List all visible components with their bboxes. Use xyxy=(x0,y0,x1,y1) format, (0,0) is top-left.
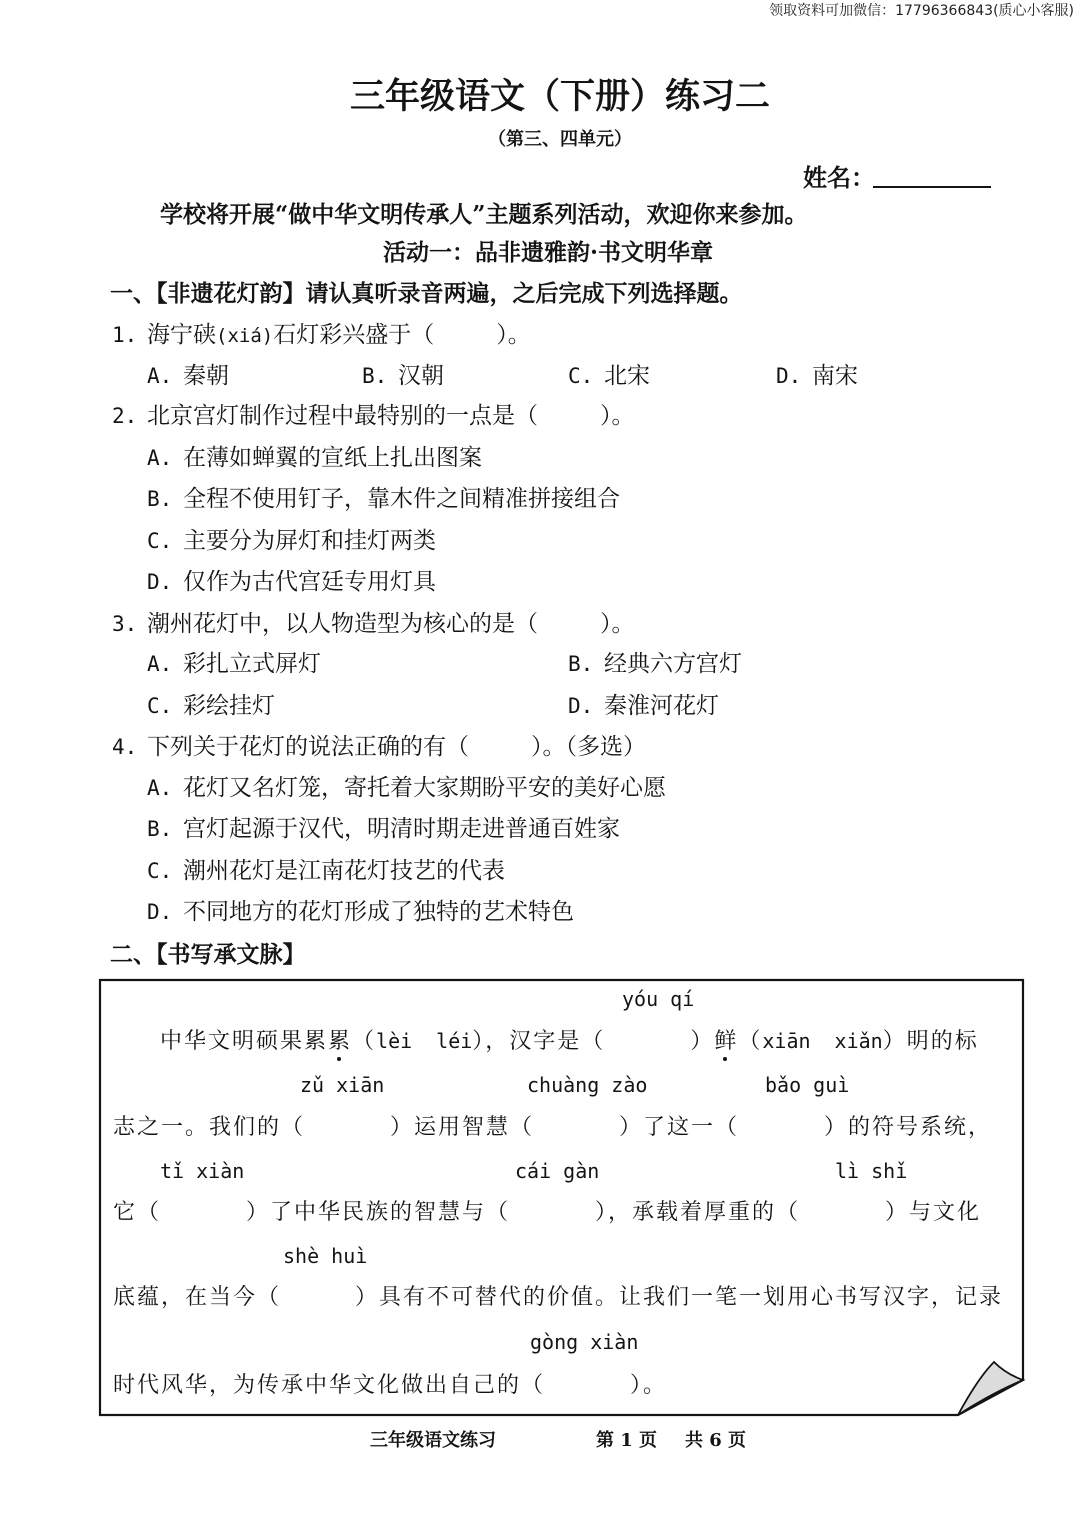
question-3 xyxy=(112,608,635,640)
passage-line-3 xyxy=(113,1198,981,1228)
q3-option-c xyxy=(147,690,275,722)
passage-text: 中华文明硕果累 xyxy=(160,1029,329,1054)
name-label: 姓名： xyxy=(803,163,875,192)
option-text: 仅作为古代宫廷专用灯具 xyxy=(183,569,436,595)
dotted-character: 鲜 xyxy=(714,1027,738,1057)
option-text: 彩扎立式屏灯 xyxy=(183,651,321,677)
option-label: B. xyxy=(568,652,594,676)
question-stem: 海宁硖 xyxy=(147,322,216,348)
pinyin-hint: lì shǐ xyxy=(835,1159,908,1183)
q3-option-a xyxy=(147,648,321,680)
passage-text: ）了中华民族的智慧与（ xyxy=(246,1200,511,1225)
page-title: 三年级语文（下册）练习二 xyxy=(350,76,771,117)
section-1-heading: 一、【非遗花灯韵】请认真听录音两遍，之后完成下列选择题。 xyxy=(110,280,743,307)
passage-text: （ xyxy=(738,1029,763,1054)
pinyin-hint: cái gàn xyxy=(515,1159,600,1183)
option-text: 彩绘挂灯 xyxy=(183,693,275,719)
question-2 xyxy=(112,400,635,432)
page-subtitle: （第三、四单元） xyxy=(488,129,632,150)
option-label: C. xyxy=(147,694,173,718)
passage-text: ） xyxy=(690,1029,715,1054)
q2-option-b xyxy=(147,483,620,515)
pinyin-choice: lèi xyxy=(376,1029,413,1053)
intro-text: 学校将开展“做中华文明传承人”主题系列活动，欢迎你来参加。 xyxy=(160,201,808,228)
pinyin-hint: zǔ xiān xyxy=(300,1073,385,1097)
passage-text: 时代风华，为传承中华文化做出自己的（ xyxy=(113,1373,546,1398)
option-label: D. xyxy=(147,900,173,924)
question-1 xyxy=(112,319,531,352)
pinyin-choice: xiān xyxy=(762,1029,811,1053)
question-4 xyxy=(112,731,646,763)
name-underline xyxy=(873,186,991,188)
option-text: 汉朝 xyxy=(398,363,444,389)
question-number: 3. xyxy=(112,612,138,636)
option-text: 全程不使用钉子，靠木件之间精准拼接组合 xyxy=(183,486,620,512)
option-text: 不同地方的花灯形成了独特的艺术特色 xyxy=(183,899,574,925)
option-label: D. xyxy=(147,570,173,594)
question-stem-end: ）。 xyxy=(600,611,635,637)
option-label: A. xyxy=(147,652,173,676)
dotted-character: 累 xyxy=(328,1027,352,1057)
q4-option-a xyxy=(147,772,666,804)
pinyin-choice: léi xyxy=(436,1029,473,1053)
option-label: C. xyxy=(568,364,594,388)
q2-option-c xyxy=(147,525,436,557)
passage-text: ）了这一（ xyxy=(619,1115,740,1140)
passage-line-5 xyxy=(113,1371,667,1401)
passage-line-4 xyxy=(113,1283,1003,1313)
option-label: A. xyxy=(147,776,173,800)
watermark-text: 领取资料可加微信：17796366843(质心小客服) xyxy=(769,3,1074,19)
passage-text: ）。 xyxy=(630,1373,668,1398)
option-label: D. xyxy=(568,694,594,718)
q1-option-d xyxy=(776,360,858,392)
pinyin-hint: chuàng zào xyxy=(527,1073,648,1097)
q1-option-c xyxy=(568,360,650,392)
passage-line-2 xyxy=(113,1113,992,1143)
section-2-heading: 二、【书写承文脉】 xyxy=(110,941,306,968)
option-label: B. xyxy=(147,817,173,841)
pinyin-hint: gòng xiàn xyxy=(530,1330,639,1354)
passage-text: ），承载着厚重的（ xyxy=(595,1200,801,1225)
passage-text: ）的符号系统， xyxy=(824,1115,993,1140)
passage-text: ），汉字是（ xyxy=(472,1029,606,1054)
activity-title: 活动一：品非遗雅韵·书文明华章 xyxy=(383,239,714,266)
question-stem: 下列关于花灯的说法正确的有（ xyxy=(147,734,469,760)
passage-text: 志之一。我们的（ xyxy=(113,1115,306,1140)
option-text: 在薄如蝉翼的宣纸上扎出图案 xyxy=(183,445,482,471)
q2-option-d xyxy=(147,566,436,598)
option-text: 秦朝 xyxy=(183,363,229,389)
pinyin-hint: yóu qí xyxy=(622,987,695,1011)
question-stem: 潮州花灯中，以人物造型为核心的是（ xyxy=(147,611,538,637)
question-stem-end: ）。 xyxy=(600,403,635,429)
question-number: 2. xyxy=(112,404,138,428)
pinyin-hint: shè huì xyxy=(283,1244,368,1268)
q4-option-b xyxy=(147,813,620,845)
footer-subject: 三年级语文练习 xyxy=(370,1430,496,1451)
option-text: 宫灯起源于汉代，明清时期走进普通百姓家 xyxy=(183,816,620,842)
passage-text: ）明的标 xyxy=(882,1029,979,1054)
option-text: 花灯又名灯笼，寄托着大家期盼平安的美好心愿 xyxy=(183,775,666,801)
question-stem: 北京宫灯制作过程中最特别的一点是（ xyxy=(147,403,538,429)
option-text: 北宋 xyxy=(604,363,650,389)
passage-text: （ xyxy=(352,1029,377,1054)
passage-text: 它（ xyxy=(113,1200,162,1225)
q1-option-a xyxy=(147,360,229,392)
question-stem: 石灯彩兴盛于（ xyxy=(273,322,435,348)
question-number: 1. xyxy=(112,323,138,347)
footer-page-number: 第 1 页 xyxy=(596,1430,658,1451)
q1-option-b xyxy=(362,360,444,392)
passage-line-1 xyxy=(160,1026,979,1057)
option-label: B. xyxy=(147,487,173,511)
pinyin-choice: xiǎn xyxy=(834,1029,883,1053)
question-stem-end: ）。（多选） xyxy=(531,734,646,760)
option-text: 主要分为屏灯和挂灯两类 xyxy=(183,528,436,554)
option-text: 潮州花灯是江南花灯技艺的代表 xyxy=(183,858,505,884)
q2-option-a xyxy=(147,442,482,474)
footer-total-pages: 共 6 页 xyxy=(685,1430,747,1451)
option-text: 经典六方宫灯 xyxy=(604,651,742,677)
passage-text: ）运用智慧（ xyxy=(390,1115,535,1140)
page-curl-corner xyxy=(958,1362,1023,1415)
option-label: A. xyxy=(147,446,173,470)
option-text: 南宋 xyxy=(812,363,858,389)
option-label: C. xyxy=(147,529,173,553)
q4-option-d xyxy=(147,896,574,928)
option-text: 秦淮河花灯 xyxy=(604,693,719,719)
passage-text: 底蕴，在当今（ xyxy=(113,1285,282,1310)
q3-option-d xyxy=(568,690,719,722)
option-label: C. xyxy=(147,859,173,883)
question-number: 4. xyxy=(112,735,138,759)
option-label: A. xyxy=(147,364,173,388)
question-stem-pinyin: (xiá) xyxy=(216,325,274,347)
pinyin-hint: tǐ xiàn xyxy=(160,1159,245,1183)
question-stem-end: ）。 xyxy=(496,322,531,348)
option-label: D. xyxy=(776,364,802,388)
passage-text: ）与文化 xyxy=(885,1200,982,1225)
pinyin-hint: bǎo guì xyxy=(765,1073,850,1097)
option-label: B. xyxy=(362,364,388,388)
passage-text: ）具有不可替代的价值。让我们一笔一划用心书写汉字，记录 xyxy=(355,1285,1004,1310)
q4-option-c xyxy=(147,855,505,887)
q3-option-b xyxy=(568,648,742,680)
